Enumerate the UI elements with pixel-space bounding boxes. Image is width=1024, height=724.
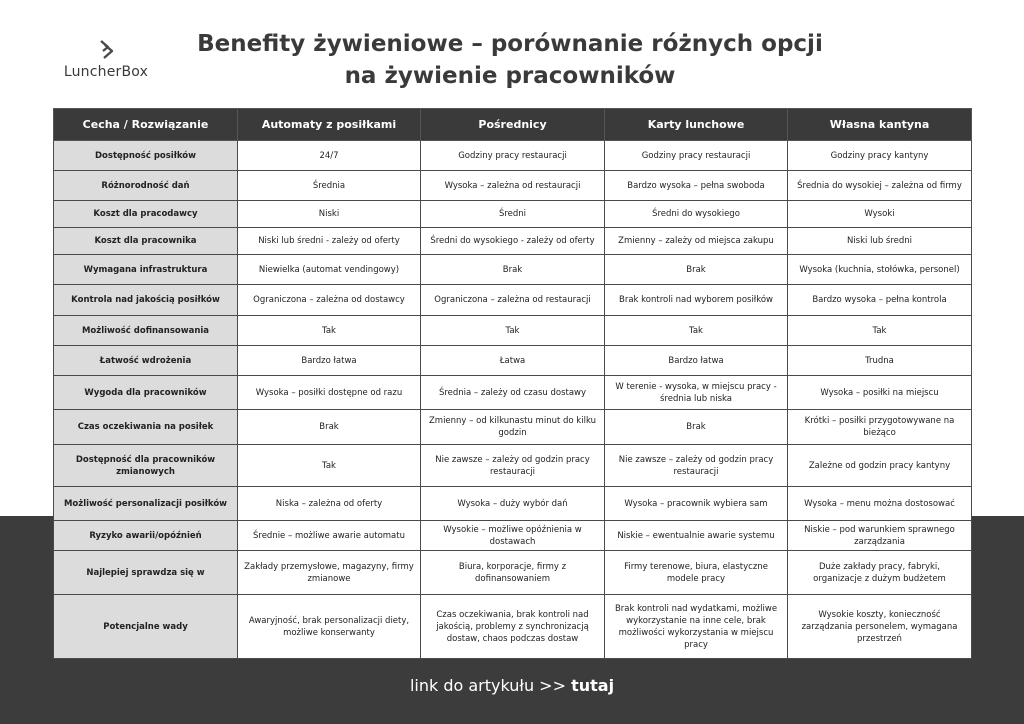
table-cell: Nie zawsze – zależy od godzin pracy restauracji xyxy=(605,445,788,487)
table-cell: Wysoka (kuchnia, stołówka, personel) xyxy=(788,255,972,285)
table-cell: Średnia xyxy=(238,171,421,201)
row-feature-label: Kontrola nad jakością posiłków xyxy=(54,285,238,316)
table-cell: Tak xyxy=(421,316,605,346)
table-cell: Duże zakłady pracy, fabryki, organizacje z dużym budżetem xyxy=(788,551,972,595)
table-cell: Bardzo łatwa xyxy=(605,346,788,376)
row-feature-label: Ryzyko awarii/opóźnień xyxy=(54,521,238,551)
table-cell: Brak xyxy=(238,410,421,445)
table-row xyxy=(54,445,972,487)
table-row xyxy=(54,376,972,410)
row-feature-label: Łatwość wdrożenia xyxy=(54,346,238,376)
table-cell: Średnie – możliwe awarie automatu xyxy=(238,521,421,551)
table-cell: Wysoka – posiłki dostępne od razu xyxy=(238,376,421,410)
table-cell: Godziny pracy restauracji xyxy=(605,141,788,171)
table-row xyxy=(54,551,972,595)
table-row xyxy=(54,487,972,521)
table-cell: Brak kontroli nad wyborem posiłków xyxy=(605,285,788,316)
table-cell: Tak xyxy=(238,316,421,346)
comparison-table xyxy=(53,108,972,659)
table-cell: Bardzo łatwa xyxy=(238,346,421,376)
table-cell: Tak xyxy=(788,316,972,346)
table-cell: Brak xyxy=(605,410,788,445)
table-row xyxy=(54,595,972,659)
table-cell: Godziny pracy kantyny xyxy=(788,141,972,171)
table-row xyxy=(54,346,972,376)
row-feature-label: Wymagana infrastruktura xyxy=(54,255,238,285)
comparison-table-container xyxy=(53,108,971,659)
header-feature: Cecha / Rozwiązanie xyxy=(54,109,238,141)
table-cell: Bardzo wysoka – pełna kontrola xyxy=(788,285,972,316)
table-cell: Firmy terenowe, biura, elastyczne modele pracy xyxy=(605,551,788,595)
row-feature-label: Koszt dla pracodawcy xyxy=(54,201,238,228)
table-cell: Wysoka – duży wybór dań xyxy=(421,487,605,521)
table-cell: Niski lub średni - zależy od oferty xyxy=(238,228,421,255)
table-cell: W terenie - wysoka, w miejscu pracy - średnia lub niska xyxy=(605,376,788,410)
luncherbox-logo-icon xyxy=(94,38,118,62)
table-row xyxy=(54,228,972,255)
table-cell: Godziny pracy restauracji xyxy=(421,141,605,171)
header-vending: Automaty z posiłkami xyxy=(238,109,421,141)
table-row xyxy=(54,201,972,228)
table-row xyxy=(54,255,972,285)
table-row xyxy=(54,521,972,551)
row-feature-label: Czas oczekiwania na posiłek xyxy=(54,410,238,445)
table-cell: Średni do wysokiego xyxy=(605,201,788,228)
table-cell: Zmienny – zależy od miejsca zakupu xyxy=(605,228,788,255)
table-cell: Nie zawsze – zależy od godzin pracy restauracji xyxy=(421,445,605,487)
table-cell: Zakłady przemysłowe, magazyny, firmy zmianowe xyxy=(238,551,421,595)
table-cell: Niewielka (automat vendingowy) xyxy=(238,255,421,285)
table-cell: Krótki – posiłki przygotowywane na bieżąco xyxy=(788,410,972,445)
table-cell: Niska – zależna od oferty xyxy=(238,487,421,521)
table-cell: Wysoka – posiłki na miejscu xyxy=(788,376,972,410)
table-cell: 24/7 xyxy=(238,141,421,171)
table-cell: Wysoki xyxy=(788,201,972,228)
table-cell: Trudna xyxy=(788,346,972,376)
table-row xyxy=(54,316,972,346)
header-lunch-cards: Karty lunchowe xyxy=(605,109,788,141)
row-feature-label: Potencjalne wady xyxy=(54,595,238,659)
article-link-here[interactable]: tutaj xyxy=(571,676,615,695)
table-cell: Zmienny – od kilkunastu minut do kilku godzin xyxy=(421,410,605,445)
row-feature-label: Różnorodność dań xyxy=(54,171,238,201)
table-cell: Średni xyxy=(421,201,605,228)
table-cell: Wysoka – pracownik wybiera sam xyxy=(605,487,788,521)
row-feature-label: Dostępność posiłków xyxy=(54,141,238,171)
table-row xyxy=(54,171,972,201)
table-cell: Biura, korporacje, firmy z dofinansowaniem xyxy=(421,551,605,595)
table-cell: Średnia – zależy od czasu dostawy xyxy=(421,376,605,410)
table-cell: Średni do wysokiego - zależy od oferty xyxy=(421,228,605,255)
header-own-canteen: Własna kantyna xyxy=(788,109,972,141)
brand-logo xyxy=(58,38,154,88)
table-cell: Zależne od godzin pracy kantyny xyxy=(788,445,972,487)
row-feature-label: Możliwość personalizacji posiłków xyxy=(54,487,238,521)
table-cell: Ograniczona – zależna od dostawcy xyxy=(238,285,421,316)
table-cell: Łatwa xyxy=(421,346,605,376)
row-feature-label: Wygoda dla pracowników xyxy=(54,376,238,410)
table-cell: Wysoka – zależna od restauracji xyxy=(421,171,605,201)
table-header-row xyxy=(54,109,972,141)
table-cell: Niski lub średni xyxy=(788,228,972,255)
table-row xyxy=(54,410,972,445)
table-cell: Brak xyxy=(421,255,605,285)
row-feature-label: Dostępność dla pracowników zmianowych xyxy=(54,445,238,487)
table-cell: Ograniczona – zależna od restauracji xyxy=(421,285,605,316)
table-cell: Niskie – pod warunkiem sprawnego zarządzania xyxy=(788,521,972,551)
table-cell: Niski xyxy=(238,201,421,228)
article-link[interactable] xyxy=(0,676,1024,695)
header-intermediaries: Pośrednicy xyxy=(421,109,605,141)
article-link-prefix: link do artykułu >> xyxy=(409,676,572,695)
row-feature-label: Najlepiej sprawdza się w xyxy=(54,551,238,595)
table-cell: Średnia do wysokiej – zależna od firmy xyxy=(788,171,972,201)
table-cell: Wysoka – menu można dostosować xyxy=(788,487,972,521)
table-cell: Wysokie koszty, konieczność zarządzania personelem, wymagana przestrzeń xyxy=(788,595,972,659)
table-cell: Tak xyxy=(605,316,788,346)
row-feature-label: Możliwość dofinansowania xyxy=(54,316,238,346)
table-cell: Wysokie – możliwe opóźnienia w dostawach xyxy=(421,521,605,551)
table-cell: Tak xyxy=(238,445,421,487)
page-title xyxy=(180,28,840,92)
row-feature-label: Koszt dla pracownika xyxy=(54,228,238,255)
title-line-2: na żywienie pracowników xyxy=(344,63,676,89)
table-cell: Awaryjność, brak personalizacji diety, możliwe konserwanty xyxy=(238,595,421,659)
table-cell: Czas oczekiwania, brak kontroli nad jakością, problemy z synchronizacją dostaw, chaos podczas dostaw xyxy=(421,595,605,659)
table-cell: Bardzo wysoka – pełna swoboda xyxy=(605,171,788,201)
table-cell: Brak kontroli nad wydatkami, możliwe wykorzystanie na inne cele, brak możliwości wykorzystania w miejscu pracy xyxy=(605,595,788,659)
table-cell: Niskie – ewentualnie awarie systemu xyxy=(605,521,788,551)
title-line-1: Benefity żywieniowe – porównanie różnych opcji xyxy=(197,31,823,57)
table-row xyxy=(54,141,972,171)
brand-name: LuncherBox xyxy=(63,64,149,80)
table-cell: Brak xyxy=(605,255,788,285)
table-row xyxy=(54,285,972,316)
